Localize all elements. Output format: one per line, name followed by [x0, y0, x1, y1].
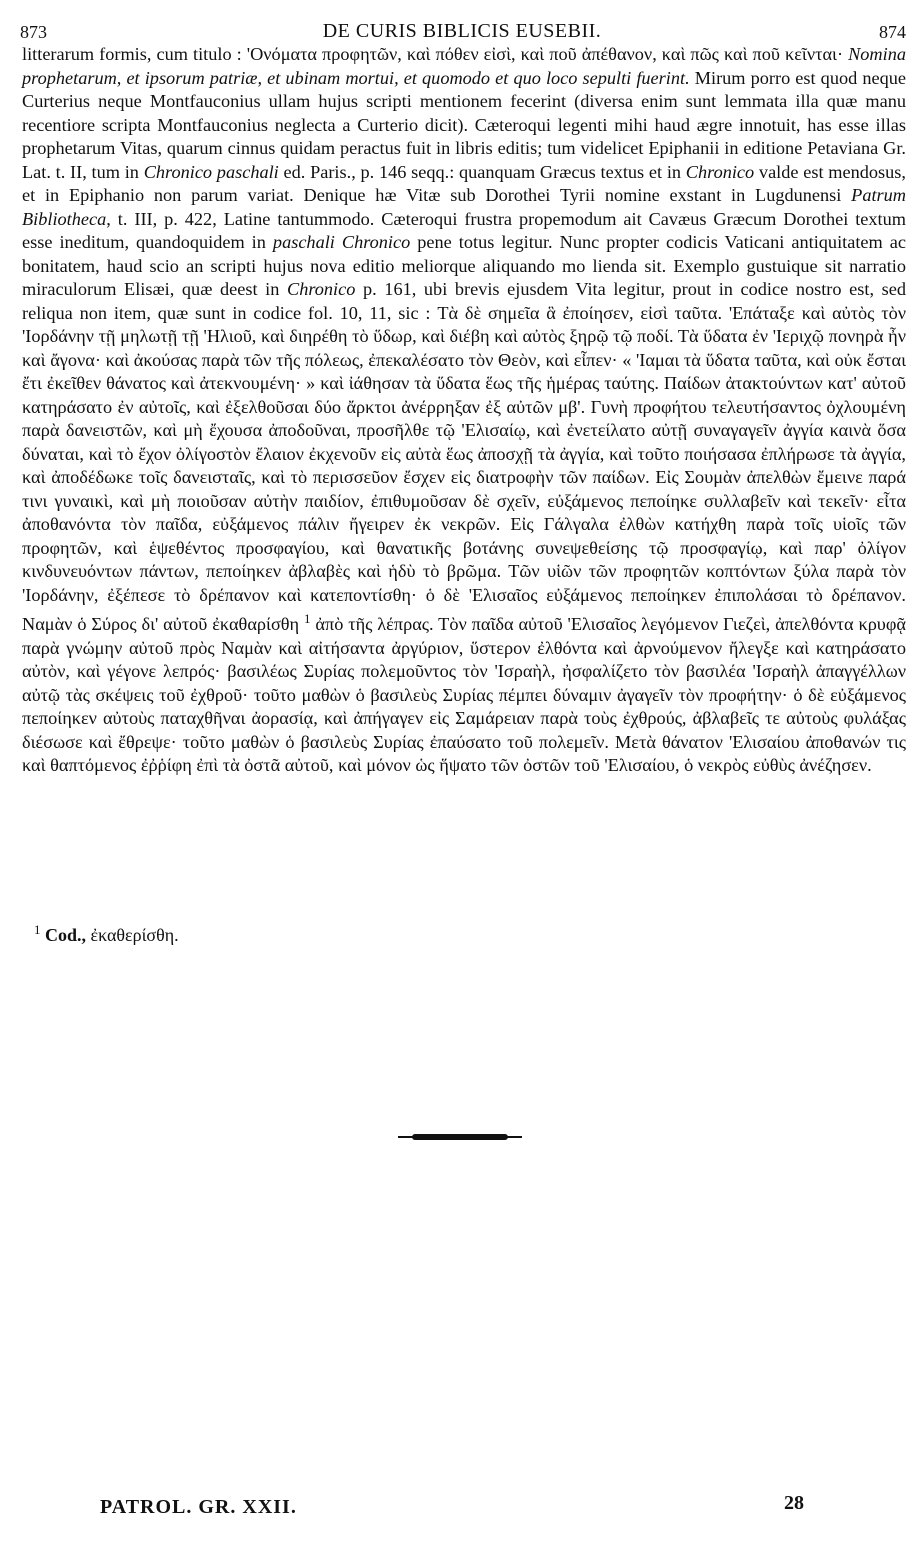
- running-title: DE CURIS BIBLICIS EUSEBII.: [322, 20, 602, 42]
- signature-mark: PATROL. GR. XXII.: [100, 1496, 297, 1518]
- section-end-ornament: [412, 1134, 508, 1140]
- body-paragraph: litterarum formis, cum titulo : 'Ονόματα προφητῶν, καὶ πόθεν εἰσὶ, καὶ ποῦ ἀπέθανον, καὶ πῶς καὶ ποῦ κεῖνται· Nomina prophetarum, et ipsorum patriæ, et ubinam mortui, et quomodo et quo loco sepulti fuerint. Mirum porro est quod neque Curterius neque Montfauconius ullam hujus scripti mentionem fecerint (diversa enim sunt lemmata illa quæ manu recentiore scripta Montfauconius neglecta a Curterio dicit). Cæteroqui legenti mihi haud ægre innotuit, has esse illas prophetarum Vitas, quarum cinnus quidam peractus fuit in libris editis; tum videlicet Epiphanii in editione Petaviana Gr. Lat. t. II, tum in Chronico paschali ed. Paris., p. 146 seqq.: quanquam Græcus textus et in Chronico valde est mendosus, et in Epiphanio non parum variat. Denique hæ Vitæ sub Dorothei Tyrii nomine exstant in Lugdunensi Patrum Bibliotheca, t. III, p. 422, Latine tantummodo. Cæteroqui frustra propemodum ait Cavæus Græcum Dorothei textum esse ineditum, quandoquidem in paschali Chronico pene totus legitur. Nunc propter codicis Vaticani antiquitatem ac bonitatem, haud scio an scripti hujus nova editio meliorque aliquando mo lienda sit. Exemplo gustuique sit narratio miraculorum Elisæi, quæ deest in Chronico p. 161, ubi brevis ejusdem Vita legitur, prout in codice nostro est, sed reliqua non item, quæ sunt in codice fol. 10, 11, sic : Τὰ δὲ σημεῖα ἃ ἐποίησεν, εἰσὶ ταῦτα. 'Επάταξε καὶ αὐτὸς τὸν 'Ιορδάνην τῇ μηλωτῇ τῇ 'Ηλιοῦ, καὶ διηρέθη τὸ ὕδωρ, καὶ διέβη καὶ αὐτὸς ξηρῷ τῷ ποδί. Τὰ ὕδατα ἐν 'Ιεριχῷ πονηρὰ ἦν καὶ ἄγονα· καὶ ἀκούσας παρὰ τῶν τῆς πόλεως, ἐπεκαλέσατο τὸν Θεὸν, καὶ εἶπεν· « 'Ιαμαι τὰ ὕδατα ταῦτα, καὶ οὐκ ἔσται ἔτι ἐκεῖθεν θάνατος καὶ ἀτεκνουμένη· » καὶ ἰάθησαν τὰ ὕδατα ἕως τῆς ἡμέρας ταύτης. Παίδων ἀτακτούντων κατ' αὐτοῦ κατηράσατο ἐν αὐτοῖς, καὶ ἐξελθοῦσαι δύο ἄρκτοι ἀνέρρηξαν ἐξ αὐτῶν μβ'. Γυνὴ προφήτου τελευτήσαντος ὀχλουμένη παρὰ δανειστῶν, καὶ μὴ ἔχουσα ἀποδοῦναι, προσῆλθε τῷ 'Ελισαίῳ, καὶ ἐνετείλατο αὐτῇ συναγαγεῖν ἀγγία καινὰ ὅσα δύναται, καὶ τὸ ἔχον ὀλίγοστὸν ἔλαιον ἐκχενοῦν εἰς αὐτὰ ἕως ἀποσχῇ τὰ ἀγγία, καὶ τοῦτο ποιήσασα ἐπλήρωσε τὰ ἀγγία, καὶ ἀποδέδωκε τοῖς δανεισταῖς, καὶ τὸ περισσεῦον ἔσχεν εἰς διατροφὴν τῶν παίδων. Εἰς Σουμὰν ἀπελθὼν ἔμεινε παρά τινι γυναικὶ, καὶ μὴ ποιοῦσαν αὐτὴν παιδίον, ἐπιθυμοῦσαν δὲ σχεῖν, εὐξάμενος πεποίηκε συλλαβεῖν καὶ τεκεῖν· εἶτα ἀποθανόντα τὸν παῖδα, εὐξάμενος πάλιν ἤγειρεν ἐκ νεκρῶν. Εἰς Γάλγαλα ἐλθὼν κατήχθη παρὰ τοῖς υἱοῖς τῶν προφητῶν, καὶ ἑψεθέντος προσφαγίου, καὶ θανατικῆς βοτάνης συνεψεθείσης τῷ προσφαγίῳ, καὶ παρ' ὀλίγον κινδυνευόντων πάντων, πεποίηκεν ἀβλαβὲς καὶ ἡδὺ τὸ βρῶμα. Τῶν υἱῶν τῶν προφητῶν κοπτόντων ξύλα παρὰ τὸν 'Ιορδάνην, ἐξέπεσε τὸ δρέπανον καὶ κατεποντίσθη· ὁ δὲ 'Ελισαῖος εὐξάμενος πεποίηκεν ἐπιπολάσαι τὸ δρέπανον. Ναμὰν ὁ Σύρος δι' αὐτοῦ ἐκαθαρίσθη $^1$ ἀπὸ τῆς λέπρας. Τὸν παῖδα αὐτοῦ 'Ελισαῖος λεγόμενον Γιεζεὶ, ἀπελθόντα κρυφᾷ παρὰ γνώμην αὐτοῦ πρὸς Ναμὰν καὶ αἰτήσαντα ἀργύριον, ὕστερον ἐλθόντα καὶ ἀρνούμενον ἤλεγξε καὶ κατηράσατο αὐτὸν, καὶ γέγονε λεπρός· βασιλέως Συρίας πολεμοῦντος τὸν 'Ισραὴλ, ἠσφαλίζετο τὸν βασιλέα 'Ισραὴλ ἀπαγγέλλων αὐτῷ τὰς σκέψεις τοῦ ἐχθροῦ· τοῦτο μαθὼν ὁ βασιλεὺς Συρίας πέμπει δύναμιν ἀγαγεῖν τὸν προφήτην· ὁ δὲ εὐξάμενος πεποίηκεν αὐτοὺς παταχθῆναι ἀορασίᾳ, καὶ ἀπήγαγεν εἰς Σαμάρειαν παρὰ τοὺς ἐχθρούς, ἀβλαβεῖς τε αὐτοὺς φυλάξας διέσωσε καὶ ἔθρεψε· τοῦτο μαθὼν ὁ βασιλεὺς Συρίας ἐπαύσατο τοῦ πολεμεῖν. Μετὰ θάνατον 'Ελισαίου ἀποθανών τις καὶ θαπτόμενος ἐῤῥίφη ἐπὶ τὰ ὀστᾶ αὐτοῦ, καὶ μόνον ὡς ἥψατο τῶν ὀστῶν τοῦ 'Ελισαίου, ὁ νεκρὸς εὐθὺς ἀνέζησεν.: [22, 44, 906, 776]
- column-number-right: 874: [879, 22, 906, 42]
- footnote-reference: 1: [304, 611, 311, 626]
- column-number-left: 873: [20, 22, 47, 42]
- body-text: [22, 43, 906, 778]
- footnote: [34, 922, 179, 946]
- signature-number: 28: [784, 1492, 804, 1514]
- footnote-label: Cod.,: [45, 925, 87, 945]
- footnote-mark: 1: [34, 922, 41, 937]
- footnote-text: ἐκαθερίσθη.: [86, 925, 179, 945]
- page-header: [18, 18, 906, 44]
